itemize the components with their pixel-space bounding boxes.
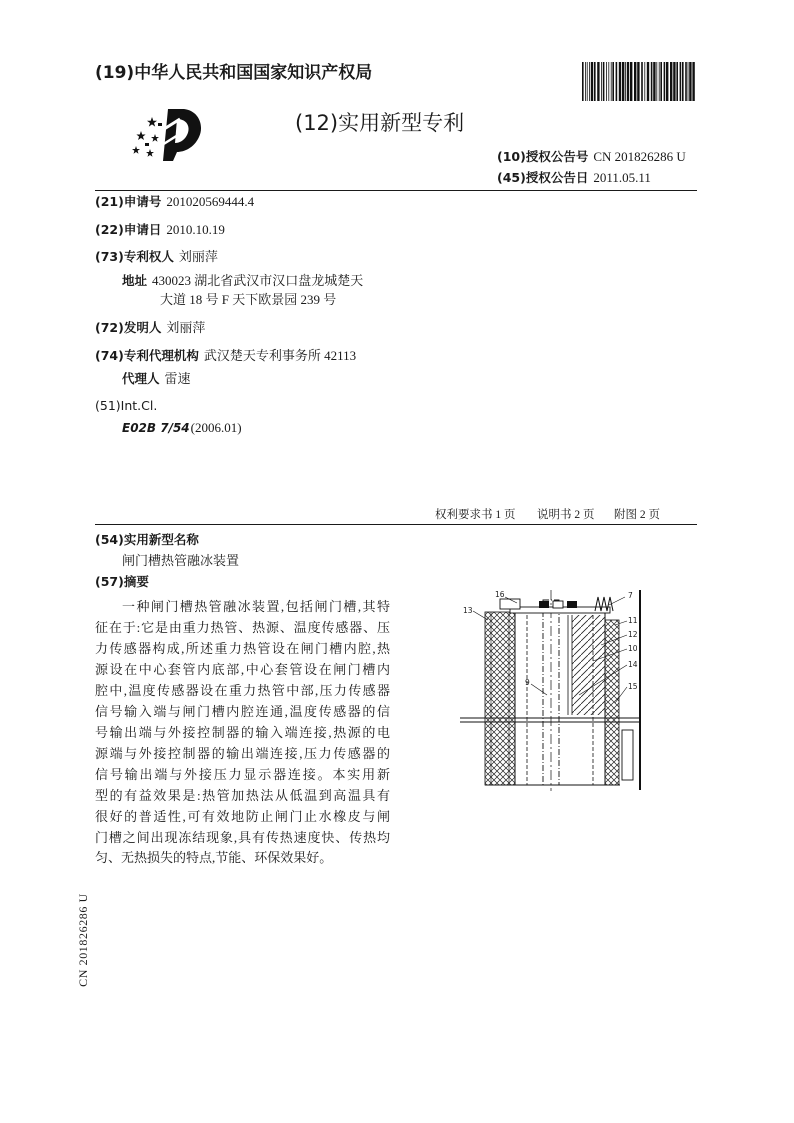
barcode-bar bbox=[666, 62, 668, 101]
abstract-line: 源设在中心套管内底部,中心套管设在闸门槽内 bbox=[95, 662, 390, 677]
barcode-bar bbox=[594, 62, 596, 101]
header-divider bbox=[95, 190, 697, 191]
barcode-bar bbox=[587, 62, 588, 101]
figure-label: 10 bbox=[628, 644, 638, 653]
address-row bbox=[122, 273, 363, 289]
barcode-bar bbox=[634, 62, 636, 101]
barcode-bar bbox=[627, 62, 629, 101]
application-date: 2010.10.19 bbox=[166, 222, 225, 237]
abstract-drawing bbox=[455, 585, 650, 797]
inventor-label: (72)发明人 bbox=[95, 320, 162, 335]
application-number: 201020569444.4 bbox=[166, 194, 255, 209]
barcode-bar bbox=[641, 62, 643, 101]
top-component bbox=[567, 601, 577, 608]
barcode-bar bbox=[589, 62, 590, 101]
barcode-bar bbox=[647, 62, 649, 101]
barcode-bar bbox=[601, 62, 602, 101]
star-icon bbox=[146, 149, 154, 157]
barcode-bar bbox=[692, 62, 694, 101]
abstract-line: 型的有益效果是:热管加热法从低温到高温具有 bbox=[95, 788, 390, 803]
barcode-bar bbox=[664, 62, 666, 101]
barcode-bar bbox=[619, 62, 621, 101]
figure-label: 16 bbox=[495, 590, 505, 599]
barcode-bar bbox=[591, 62, 593, 101]
agent-row bbox=[122, 371, 191, 387]
figure-label: 9 bbox=[525, 678, 530, 687]
barcode-bar bbox=[582, 62, 584, 101]
star-icon bbox=[132, 146, 140, 154]
barcode-bar bbox=[680, 62, 682, 101]
application-number-row bbox=[95, 194, 254, 210]
document-type-title: (12)实用新型专利 bbox=[295, 111, 465, 135]
office-logo bbox=[128, 105, 204, 163]
figure-label: 14 bbox=[628, 660, 638, 669]
barcode-bar bbox=[608, 62, 609, 101]
leader-line bbox=[609, 597, 625, 605]
intcl-code: E02B 7/54 bbox=[122, 421, 190, 435]
abstract-label: (57)摘要 bbox=[95, 574, 149, 589]
leader-line bbox=[531, 684, 547, 695]
diagonal-hatched-region bbox=[572, 615, 605, 715]
publication-date: 2011.05.11 bbox=[593, 170, 651, 185]
application-number-label: (21)申请号 bbox=[95, 194, 162, 209]
barcode-bar bbox=[612, 62, 614, 101]
barcode-bar bbox=[606, 62, 607, 101]
star-icon bbox=[136, 131, 145, 140]
logo-mark bbox=[158, 123, 162, 126]
barcode-bar bbox=[611, 62, 612, 101]
star-icon bbox=[151, 134, 159, 142]
figure-label: 13 bbox=[463, 606, 473, 615]
barcode-bar bbox=[660, 62, 662, 101]
inventor-row bbox=[95, 320, 205, 336]
abstract-line: 信号输出端与外接压力显示器连接。本实用新 bbox=[95, 767, 390, 782]
abstract-line: 门槽之间出现冻结现象,具有传热速度快、传热均 bbox=[95, 830, 390, 845]
intcl-version: (2006.01) bbox=[190, 420, 242, 435]
publication-number-row bbox=[497, 149, 686, 165]
claims-page-count: 权利要求书 1 页 bbox=[435, 509, 516, 521]
abstract-line: 信号输入端与闸门槽内腔连通,温度传感器的信 bbox=[95, 704, 390, 719]
abstract-line: 腔中,温度传感器设在重力热管中部,压力传感器 bbox=[95, 683, 390, 698]
publication-number-label: (10)授权公告号 bbox=[497, 149, 589, 164]
intcl-label: (51)Int.Cl. bbox=[95, 398, 158, 413]
patentee-label: (73)专利权人 bbox=[95, 249, 174, 264]
section-divider bbox=[95, 524, 697, 525]
agent: 雷速 bbox=[164, 371, 191, 386]
agency-label: (74)专利代理机构 bbox=[95, 348, 199, 363]
publication-number: CN 201826286 U bbox=[593, 149, 686, 164]
utility-model-title-label: (54)实用新型名称 bbox=[95, 532, 199, 547]
barcode-bar bbox=[603, 62, 605, 101]
barcode-bar bbox=[656, 62, 657, 101]
patentee-row bbox=[95, 249, 218, 265]
barcode-bar bbox=[682, 62, 684, 101]
barcode-bar bbox=[689, 62, 691, 101]
barcode-bar bbox=[630, 62, 632, 101]
description-page-count: 说明书 2 页 bbox=[537, 509, 595, 521]
address-line-2: 大道 18 号 F 天下欧景园 239 号 bbox=[160, 292, 337, 307]
barcode-bar bbox=[585, 62, 586, 101]
side-publication-number: CN 201826286 U bbox=[76, 893, 90, 987]
right-hatched-column bbox=[605, 620, 619, 785]
inventor: 刘丽萍 bbox=[166, 320, 206, 335]
barcode-bar bbox=[659, 62, 660, 101]
agency-row bbox=[95, 348, 356, 364]
barcode-bar bbox=[622, 62, 624, 101]
utility-model-title: 闸门槽热管融冰装置 bbox=[122, 553, 240, 568]
abstract-line: 一种闸门槽热管融冰装置,包括闸门槽,其特 bbox=[122, 599, 390, 614]
address-label: 地址 bbox=[122, 273, 148, 288]
abstract-line: 号输出端与外接控制器的输入端连接,热源的电 bbox=[95, 725, 390, 740]
top-component bbox=[553, 601, 563, 608]
application-date-row bbox=[95, 222, 225, 238]
barcode-bar bbox=[673, 62, 675, 101]
abstract-line: 征在于:它是由重力热管、热源、温度传感器、压 bbox=[95, 620, 390, 635]
barcode-bar bbox=[653, 62, 655, 101]
address-line-1: 430023 湖北省武汉市汉口盘龙城楚天 bbox=[152, 273, 364, 288]
left-hatched-column bbox=[485, 612, 515, 785]
top-component bbox=[539, 601, 549, 608]
abstract-line: 源端与外接控制器的输出端连接,压力传感器的 bbox=[95, 746, 390, 761]
barcode-bar bbox=[685, 62, 687, 101]
barcode-bar bbox=[616, 62, 618, 101]
agent-label: 代理人 bbox=[122, 371, 160, 386]
barcode-bar bbox=[644, 62, 645, 101]
publication-date-label: (45)授权公告日 bbox=[497, 170, 589, 185]
barcode-bar bbox=[676, 62, 678, 101]
publication-date-row bbox=[497, 170, 651, 186]
logo-mark bbox=[145, 143, 149, 146]
intcl-class-row bbox=[122, 420, 242, 436]
pressure-gauge bbox=[622, 730, 633, 780]
patentee: 刘丽萍 bbox=[178, 249, 218, 264]
barcode-bar bbox=[625, 62, 626, 101]
barcode-bar bbox=[597, 62, 599, 101]
barcode-bar bbox=[688, 62, 689, 101]
top-component bbox=[500, 599, 520, 609]
barcode-bar bbox=[651, 62, 653, 101]
figure-label: 12 bbox=[628, 630, 638, 639]
figure-label: 11 bbox=[628, 616, 638, 625]
issuing-office: (19)中华人民共和国国家知识产权局 bbox=[95, 63, 373, 83]
agency: 武汉楚天专利事务所 42113 bbox=[203, 348, 357, 363]
abstract-line: 很好的普适性,可有效地防止闸门止水橡皮与闸 bbox=[95, 809, 390, 824]
barcode bbox=[582, 62, 697, 101]
figure-label: 7 bbox=[628, 591, 633, 600]
application-date-label: (22)申请日 bbox=[95, 222, 162, 237]
figure-label: 15 bbox=[628, 682, 638, 691]
star-icon bbox=[147, 117, 157, 127]
barcode-bar bbox=[670, 62, 672, 101]
abstract-line: 匀、无热损失的特点,节能、环保效果好。 bbox=[95, 850, 333, 865]
address-line-2-row bbox=[160, 292, 336, 308]
barcode-bar bbox=[637, 62, 639, 101]
drawings-page-count: 附图 2 页 bbox=[614, 509, 660, 521]
intcl-row bbox=[95, 398, 157, 414]
abstract-line: 力传感器构成,所述重力热管设在闸门槽内腔,热 bbox=[95, 641, 390, 656]
